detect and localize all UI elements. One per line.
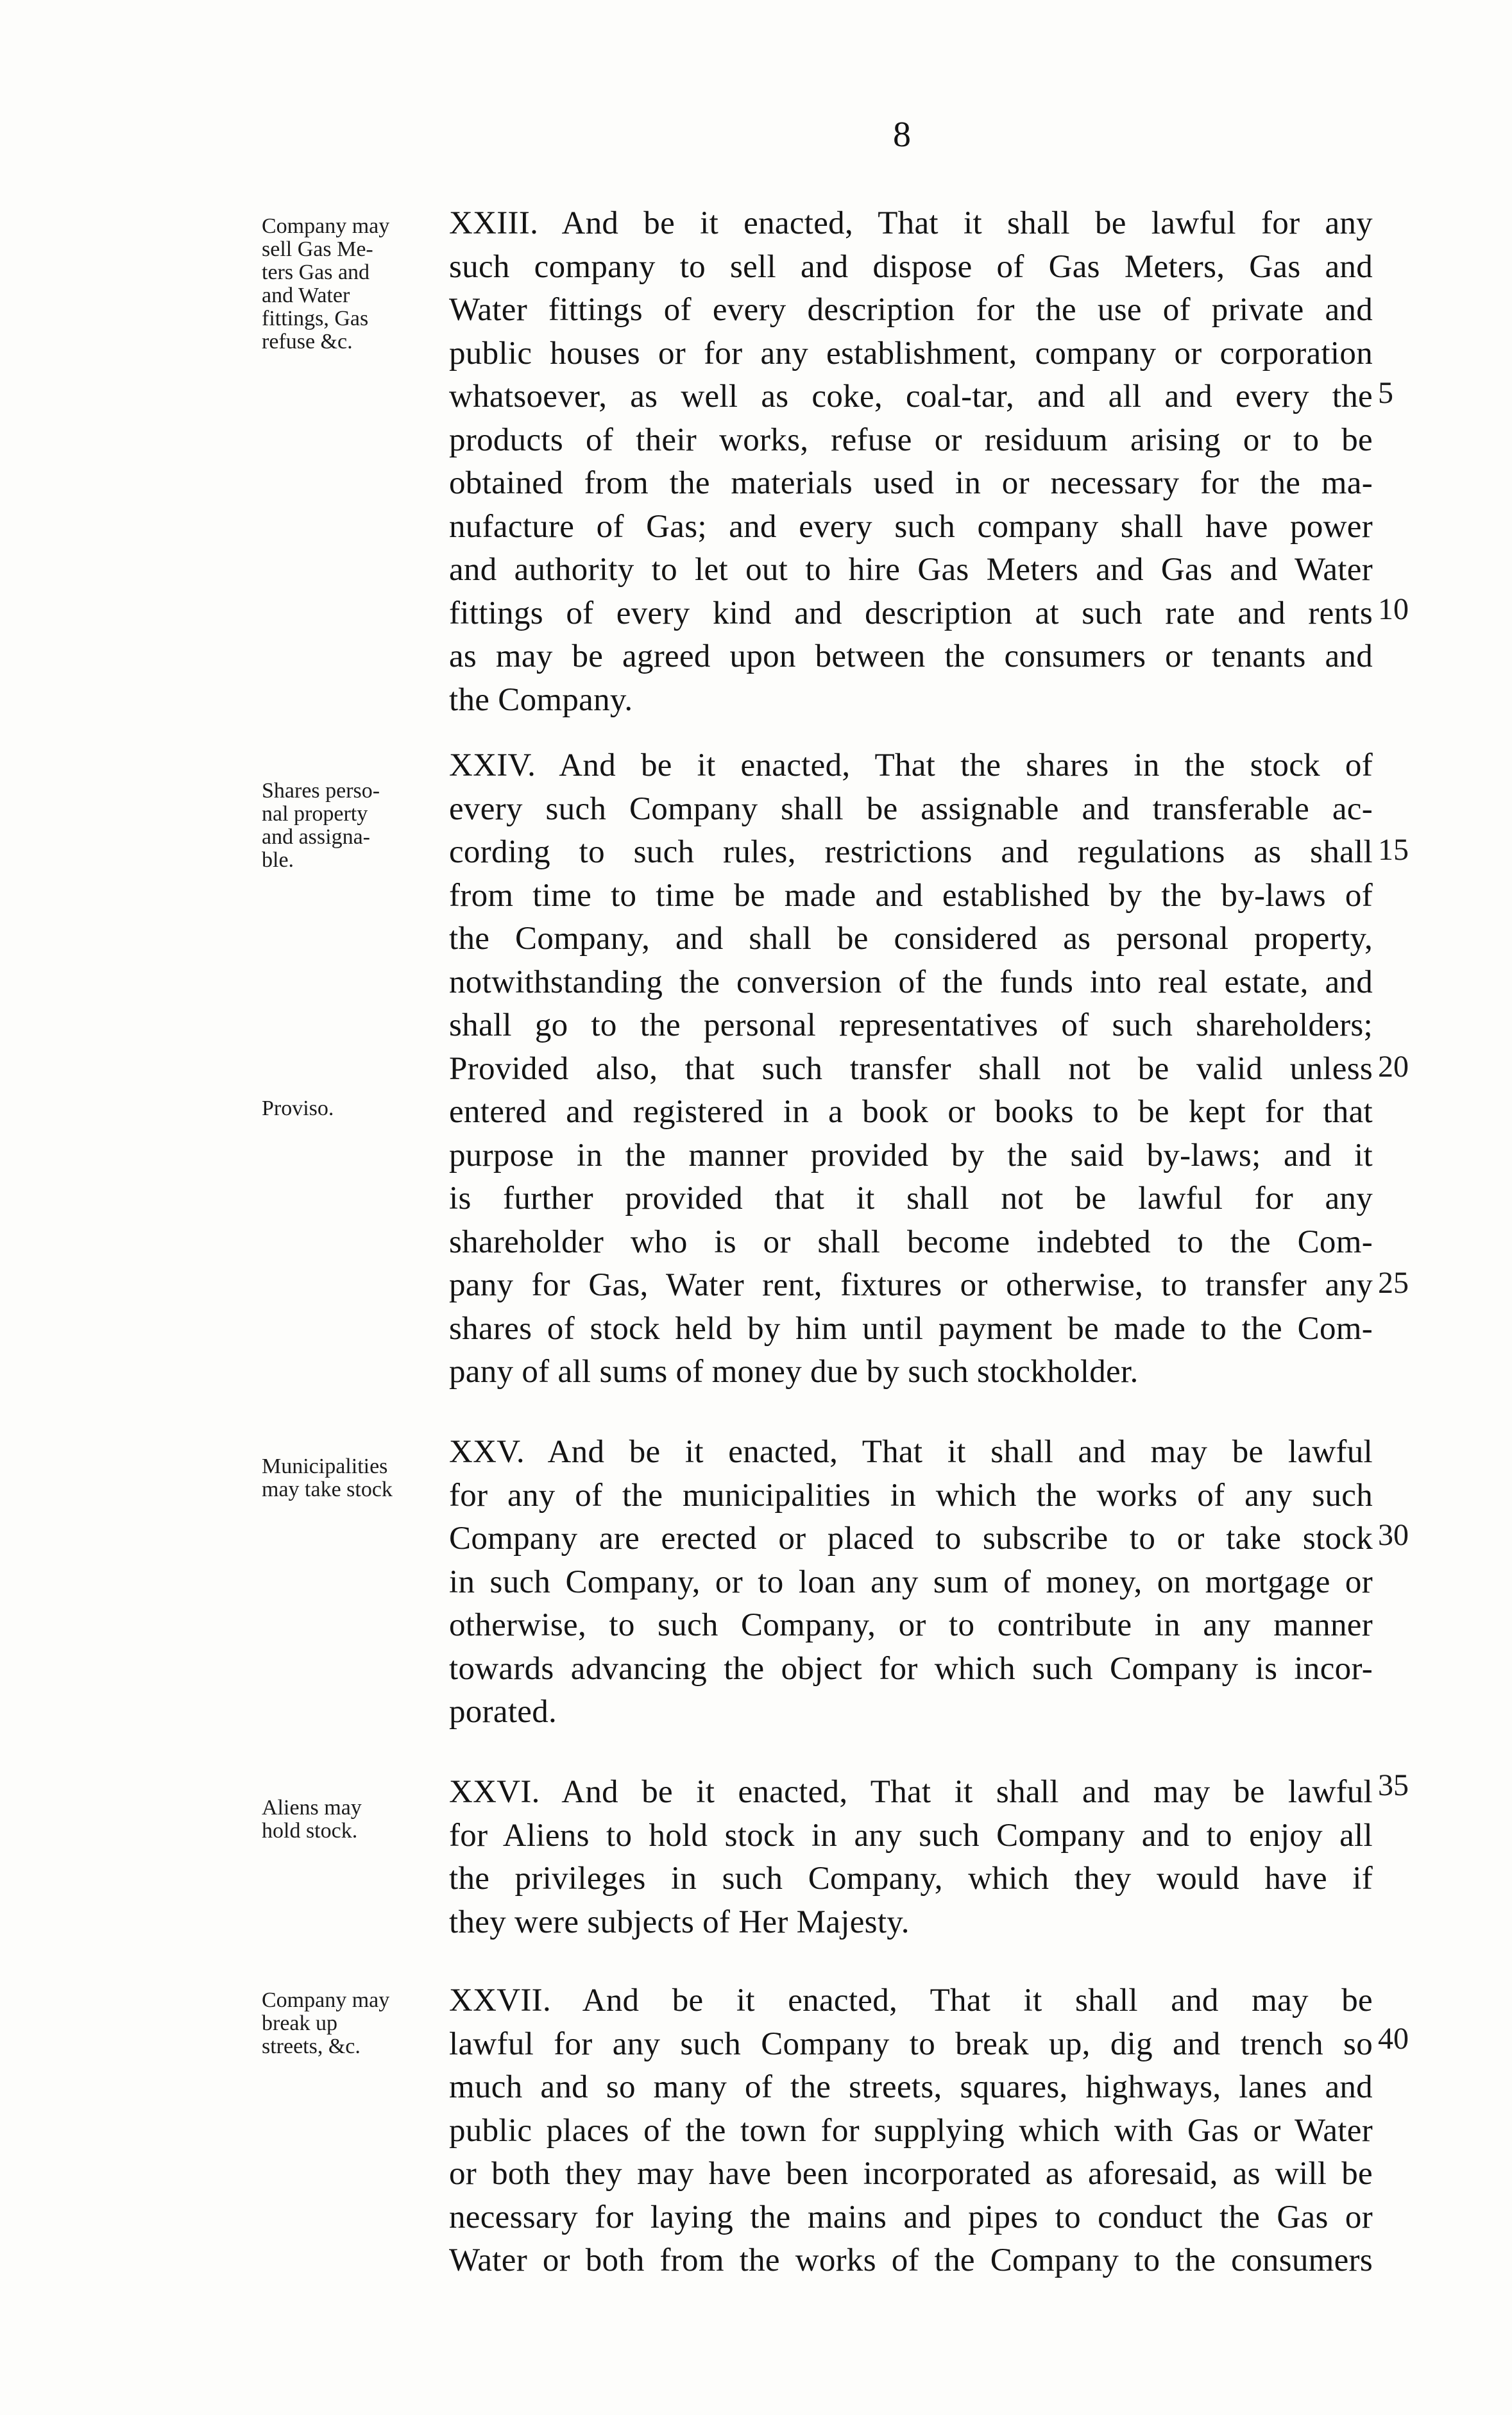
line-number: 10	[1378, 592, 1409, 626]
margin-note-line: Shares perso-	[262, 779, 380, 803]
page-number: 8	[893, 115, 911, 155]
text-line: whatsoever, as well as coke, coal-tar, and all and every the	[449, 379, 1373, 414]
margin-note-line: Proviso.	[262, 1097, 334, 1120]
text-line: fittings of every kind and description at such rate and rents	[449, 595, 1373, 631]
section-xxv	[449, 1431, 1373, 1734]
text-line: for any of the municipalities in which the works of any such	[449, 1477, 1373, 1514]
text-line: notwithstanding the conversion of the funds into real estate, and	[449, 964, 1373, 1000]
text-line: as may be agreed upon between the consumers or tenants and	[449, 638, 1373, 674]
text-line: necessary for laying the mains and pipes to conduct the Gas or	[449, 2199, 1373, 2235]
text-line: entered and registered in a book or books to be kept for that	[449, 1094, 1373, 1130]
margin-note-line: ters Gas and	[262, 260, 370, 284]
margin-note-line: and assigna-	[262, 825, 371, 849]
line-number: 20	[1378, 1050, 1409, 1084]
text-line: such company to sell and dispose of Gas Meters, Gas and	[449, 248, 1373, 285]
margin-note-municipalities	[262, 1455, 448, 1501]
text-line: pany of all sums of money due by such stockholder.	[449, 1354, 1139, 1390]
text-line: and authority to let out to hire Gas Meters and Gas and Water	[449, 552, 1373, 588]
text-line: in such Company, or to loan any sum of money, on mortgage or	[449, 1564, 1373, 1600]
margin-note-proviso	[262, 1097, 448, 1120]
text-line: public houses or for any establishment, company or corporation	[449, 335, 1373, 371]
text-line: towards advancing the object for which such Company is incor-	[449, 1650, 1373, 1687]
text-line: XXVII. And be it enacted, That it shall and may be	[449, 1983, 1373, 2018]
margin-note-line: Municipalities	[262, 1455, 388, 1478]
margin-note-line: nal property	[262, 802, 368, 826]
text-line: Company are erected or placed to subscribe to or take stock	[449, 1521, 1373, 1557]
margin-note-line: may take stock	[262, 1478, 393, 1501]
text-line: Water or both from the works of the Company to the consumers	[449, 2242, 1373, 2278]
text-line: nufacture of Gas; and every such company shall have power	[449, 508, 1373, 545]
line-number: 25	[1378, 1266, 1409, 1300]
line-number: 40	[1378, 2022, 1409, 2056]
text-line: XXIII. And be it enacted, That it shall be lawful for any	[449, 205, 1373, 241]
text-line: XXVI. And be it enacted, That it shall and may be lawful	[449, 1774, 1373, 1810]
text-line: Provided also, that such transfer shall not be valid unless	[449, 1050, 1373, 1087]
section-xxvi	[449, 1771, 1373, 1944]
text-line: from time to time be made and established by the by-laws of	[449, 877, 1373, 914]
text-line: shares of stock held by him until payment be made to the Com-	[449, 1310, 1373, 1347]
text-line: is further provided that it shall not be lawful for any	[449, 1181, 1373, 1216]
section-xxvii	[449, 1979, 1373, 2283]
text-line: shareholder who is or shall become indebted to the Com-	[449, 1224, 1373, 1260]
margin-note-line: refuse &c.	[262, 330, 353, 354]
text-line: they were subjects of Her Majesty.	[449, 1904, 910, 1940]
margin-note-line: Aliens may	[262, 1796, 362, 1820]
text-line: for Aliens to hold stock in any such Company and to enjoy all	[449, 1817, 1373, 1854]
text-line: lawful for any such Company to break up, dig and trench so	[449, 2026, 1373, 2062]
text-line: XXV. And be it enacted, That it shall and may be lawful	[449, 1434, 1373, 1470]
text-line: otherwise, to such Company, or to contribute in any manner	[449, 1607, 1373, 1643]
text-line: pany for Gas, Water rent, fixtures or otherwise, to transfer any	[449, 1267, 1373, 1303]
margin-note-gas-meters	[262, 215, 448, 354]
text-line: cording to such rules, restrictions and regulations as shall	[449, 834, 1373, 870]
text-line: the Company, and shall be considered as personal property,	[449, 921, 1373, 957]
margin-note-line: fittings, Gas	[262, 307, 369, 330]
text-line: the privileges in such Company, which they would have if	[449, 1861, 1373, 1897]
line-number: 15	[1378, 833, 1409, 867]
margin-note-line: and Water	[262, 284, 350, 307]
section-xxiv	[449, 744, 1373, 1394]
text-line: XXIV. And be it enacted, That the shares in the stock of	[449, 747, 1373, 783]
text-line: porated.	[449, 1694, 557, 1730]
text-line: shall go to the personal representatives of such shareholders;	[449, 1007, 1373, 1043]
text-line: every such Company shall be assignable and transferable ac-	[449, 790, 1373, 827]
margin-note-line: streets, &c.	[262, 2035, 361, 2058]
margin-note-line: Company may	[262, 1988, 390, 2012]
text-line: purpose in the manner provided by the said by-laws; and it	[449, 1137, 1373, 1173]
section-xxiii	[449, 202, 1373, 722]
margin-note-line: hold stock.	[262, 1819, 358, 1843]
margin-note-line: break up	[262, 2011, 338, 2035]
line-number: 5	[1378, 376, 1393, 410]
line-number: 35	[1378, 1768, 1409, 1802]
margin-note-aliens	[262, 1796, 448, 1843]
margin-note-shares	[262, 780, 448, 872]
margin-note-line: ble.	[262, 848, 294, 872]
text-line: much and so many of the streets, squares, highways, lanes and	[449, 2069, 1373, 2105]
text-line: or both they may have been incorporated as aforesaid, as will be	[449, 2156, 1373, 2192]
text-line: products of their works, refuse or residuum arising or to be	[449, 422, 1373, 458]
line-number: 30	[1378, 1518, 1409, 1552]
text-line: public places of the town for supplying which with Gas or Water	[449, 2112, 1373, 2149]
margin-note-line: sell Gas Me-	[262, 237, 373, 261]
text-line: obtained from the materials used in or necessary for the ma-	[449, 465, 1373, 501]
text-line: the Company.	[449, 681, 633, 718]
margin-note-line: Company may	[262, 214, 390, 238]
text-line: Water fittings of every description for the use of private and	[449, 292, 1373, 328]
margin-note-break-streets	[262, 1989, 448, 2058]
